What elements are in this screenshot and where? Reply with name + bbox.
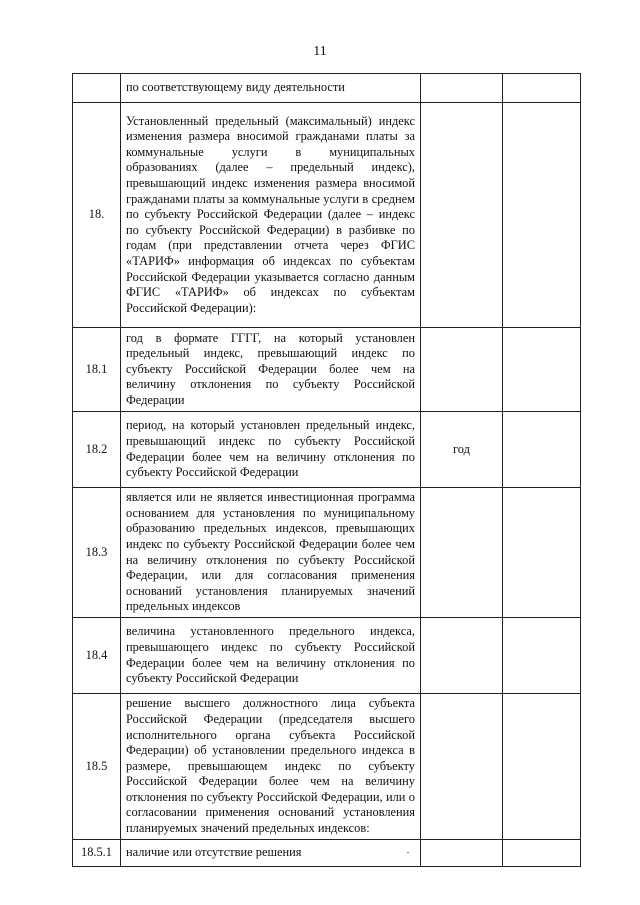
table-row	[73, 694, 581, 840]
row-number: 18.2	[73, 412, 121, 488]
row-value-cell	[503, 74, 581, 103]
row-description: величина установленного предельного индекса, превышающего индекс по субъекту Российской Федерации более чем на величину отклонения по субъекту Российской Федерации	[121, 618, 421, 694]
row-unit	[421, 328, 503, 412]
row-unit	[421, 618, 503, 694]
table-row	[73, 74, 581, 103]
row-value-cell	[503, 412, 581, 488]
row-unit	[421, 488, 503, 618]
row-number: 18.4	[73, 618, 121, 694]
row-unit	[421, 694, 503, 840]
row-description: по соответствующему виду деятельности	[121, 74, 421, 103]
row-description: год в формате ГГГГ, на который установлен предельный индекс, превышающий индекс по субъекту Российской Федерации более чем на величину отклонения по субъекту Российской Федерации	[121, 328, 421, 412]
row-unit	[421, 103, 503, 328]
row-unit: год	[421, 412, 503, 488]
row-value-cell	[503, 618, 581, 694]
row-description: Установленный предельный (максимальный) индекс изменения размера вносимой гражданами платы за коммунальные услуги в муниципальных образованиях (далее – предельный индекс), превышающий индекс изменения размера вносимой гражданами платы за коммунальные услуги в среднем по субъекту Российской Федерации (далее – индекс по субъекту Российской Федерации) в разбивке по годам (при представлении отчета через ФГИС «ТАРИФ» информация об индексах по субъектам Российской Федерации указывается согласно данным ФГИС «ТАРИФ» об индексах по субъектам Российской Федерации):	[121, 103, 421, 328]
row-value-cell	[503, 488, 581, 618]
row-description: период, на который установлен предельный индекс, превышающий индекс по субъекту Российской Федерации более чем на величину отклонения по субъекту Российской Федерации	[121, 412, 421, 488]
row-value-cell	[503, 328, 581, 412]
row-number: 18.5.1	[73, 840, 121, 867]
row-number: 18.1	[73, 328, 121, 412]
table-row	[73, 412, 581, 488]
table-row	[73, 488, 581, 618]
row-description: является или не является инвестиционная программа основанием для установления по муниципальному образованию предельных индексов, превышающих индекс по субъекту Российской Федерации более чем на величину отклонения по субъекту Российской Федерации, или для согласования применения оснований установления планируемых значений предельных индексов	[121, 488, 421, 618]
row-description: наличие или отсутствие решения	[121, 840, 421, 867]
row-number: 18.5	[73, 694, 121, 840]
row-number: 18.	[73, 103, 121, 328]
scan-speck	[407, 852, 409, 853]
table-row	[73, 618, 581, 694]
row-number	[73, 74, 121, 103]
table-row	[73, 328, 581, 412]
row-unit	[421, 74, 503, 103]
row-description: решение высшего должностного лица субъекта Российской Федерации (председателя высшего исполнительного органа субъекта Российской Федерации) об установлении предельного индекса в размере, превышающем индекс по субъекту Российской Федерации более чем на величину отклонения по субъекту Российской Федерации, или о согласовании применения оснований установления планируемых значений предельных индексов:	[121, 694, 421, 840]
row-value-cell	[503, 103, 581, 328]
row-number: 18.3	[73, 488, 121, 618]
page-number: 11	[313, 44, 327, 59]
row-value-cell	[503, 840, 581, 867]
indicators-table	[72, 73, 581, 867]
table-row	[73, 103, 581, 328]
row-unit	[421, 840, 503, 867]
table-row	[73, 840, 581, 867]
row-value-cell	[503, 694, 581, 840]
